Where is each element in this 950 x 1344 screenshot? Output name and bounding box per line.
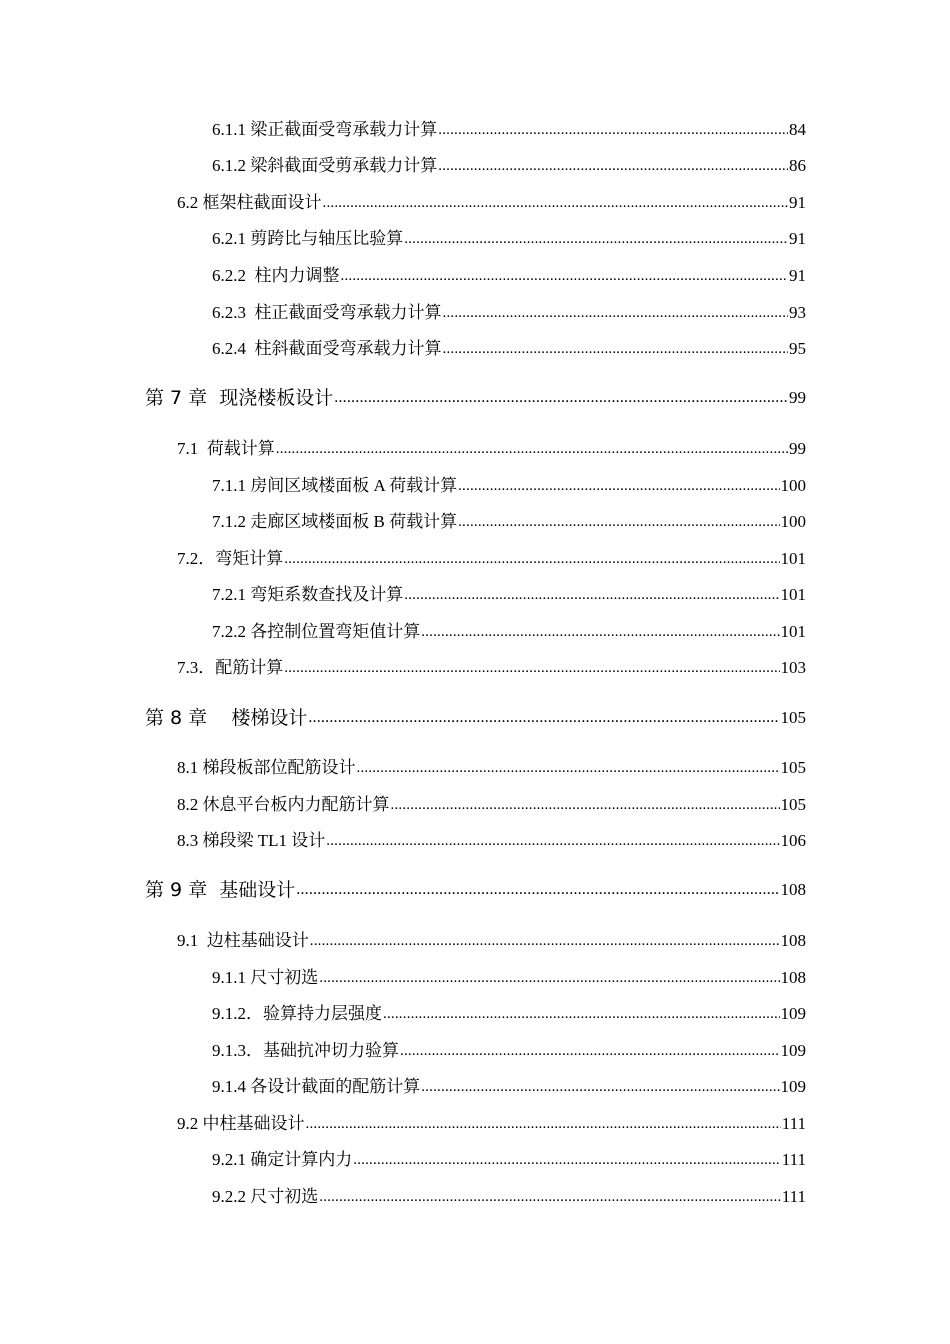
toc-entry-7-3[interactable] bbox=[177, 656, 806, 678]
toc-dot-leader bbox=[443, 341, 789, 357]
toc-page-number: 108 bbox=[780, 968, 806, 987]
toc-page-number: 101 bbox=[780, 622, 806, 641]
toc-chapter-8[interactable] bbox=[145, 705, 806, 729]
toc-page-number: 111 bbox=[781, 1114, 806, 1133]
toc-entry-title: 6.2.1 剪跨比与轴压比验算 bbox=[212, 229, 404, 248]
toc-page-number: 99 bbox=[789, 388, 806, 407]
toc-dot-leader bbox=[400, 1043, 780, 1059]
toc-chapter-title: 第 9 章 基础设计 bbox=[145, 879, 296, 901]
toc-page-number: 91 bbox=[789, 266, 806, 285]
toc-entry-9-2-1[interactable] bbox=[212, 1148, 806, 1170]
toc-page-number: 101 bbox=[780, 585, 806, 604]
toc-dot-leader bbox=[353, 1152, 781, 1168]
toc-entry-6-2-4[interactable] bbox=[212, 337, 806, 359]
toc-entry-title: 6.2.2 柱内力调整 bbox=[212, 266, 340, 285]
toc-entry-9-1[interactable] bbox=[177, 929, 806, 951]
toc-page-number: 86 bbox=[789, 156, 806, 175]
toc-dot-leader bbox=[284, 660, 779, 676]
toc-dot-leader bbox=[284, 551, 779, 567]
toc-dot-leader bbox=[310, 933, 780, 949]
toc-chapter-9[interactable] bbox=[145, 877, 806, 901]
toc-entry-title: 9.1.2．验算持力层强度 bbox=[212, 1004, 382, 1023]
toc-page-number: 105 bbox=[780, 708, 806, 727]
toc-entry-title: 6.1.2 梁斜截面受剪承载力计算 bbox=[212, 156, 438, 175]
toc-dot-leader bbox=[438, 122, 788, 138]
toc-entry-6-2[interactable] bbox=[177, 191, 806, 213]
toc-entry-title: 9.1.4 各设计截面的配筋计算 bbox=[212, 1077, 421, 1096]
toc-dot-leader bbox=[308, 710, 779, 726]
toc-entry-6-1-2[interactable] bbox=[212, 154, 806, 176]
toc-page-number: 109 bbox=[780, 1004, 806, 1023]
toc-entry-title: 7.1.1 房间区域楼面板 A 荷载计算 bbox=[212, 476, 458, 495]
toc-dot-leader bbox=[391, 797, 780, 813]
toc-page-number: 91 bbox=[789, 193, 806, 212]
toc-dot-leader bbox=[319, 1189, 781, 1205]
toc-dot-leader bbox=[334, 390, 788, 406]
toc-page-number: 105 bbox=[780, 758, 806, 777]
toc-entry-title: 9.2 中柱基础设计 bbox=[177, 1114, 305, 1133]
toc-entry-7-1-2[interactable] bbox=[212, 510, 806, 532]
toc-entry-6-2-2[interactable] bbox=[212, 264, 806, 286]
toc-entry-8-2[interactable] bbox=[177, 793, 806, 815]
toc-entry-title: 8.3 梯段梁 TL1 设计 bbox=[177, 831, 326, 850]
toc-entry-7-2-2[interactable] bbox=[212, 620, 806, 642]
toc-dot-leader bbox=[306, 1116, 781, 1132]
toc-page-number: 93 bbox=[789, 303, 806, 322]
toc-page-number: 105 bbox=[780, 795, 806, 814]
toc-dot-leader bbox=[383, 1006, 780, 1022]
toc-entry-6-1-1[interactable] bbox=[212, 118, 806, 140]
toc-entry-6-2-3[interactable] bbox=[212, 301, 806, 323]
toc-page-number: 108 bbox=[780, 880, 806, 899]
toc-page-number: 109 bbox=[780, 1077, 806, 1096]
toc-dot-leader bbox=[458, 478, 779, 494]
toc-dot-leader bbox=[443, 305, 789, 321]
toc-entry-title: 6.1.1 梁正截面受弯承载力计算 bbox=[212, 120, 438, 139]
toc-entry-9-2[interactable] bbox=[177, 1112, 806, 1134]
toc-page-number: 100 bbox=[780, 476, 806, 495]
toc-page-number: 103 bbox=[780, 658, 806, 677]
toc-dot-leader bbox=[404, 587, 779, 603]
toc-entry-title: 6.2.4 柱斜截面受弯承载力计算 bbox=[212, 339, 442, 358]
toc-dot-leader bbox=[276, 441, 788, 457]
toc-dot-leader bbox=[326, 833, 779, 849]
toc-dot-leader bbox=[421, 1079, 779, 1095]
toc-dot-leader bbox=[357, 760, 780, 776]
toc-entry-7-1[interactable] bbox=[177, 437, 806, 459]
toc-entry-title: 9.1.1 尺寸初选 bbox=[212, 968, 319, 987]
toc-entry-title: 7.1.2 走廊区域楼面板 B 荷载计算 bbox=[212, 512, 458, 531]
toc-entry-9-1-3[interactable] bbox=[212, 1039, 806, 1061]
toc-entry-title: 7.2.2 各控制位置弯矩值计算 bbox=[212, 622, 421, 641]
toc-entry-7-2-1[interactable] bbox=[212, 583, 806, 605]
toc-page-number: 106 bbox=[780, 831, 806, 850]
toc-entry-title: 7.3．配筋计算 bbox=[177, 658, 284, 677]
toc-page-number: 91 bbox=[789, 229, 806, 248]
toc-entry-title: 7.1 荷载计算 bbox=[177, 439, 275, 458]
toc-page-number: 108 bbox=[780, 931, 806, 950]
toc-dot-leader bbox=[341, 268, 789, 284]
toc-entry-9-1-4[interactable] bbox=[212, 1075, 806, 1097]
toc-page-number: 101 bbox=[780, 549, 806, 568]
toc-entry-8-3[interactable] bbox=[177, 829, 806, 851]
toc-page-number: 111 bbox=[781, 1150, 806, 1169]
toc-entry-9-1-1[interactable] bbox=[212, 966, 806, 988]
toc-dot-leader bbox=[458, 514, 779, 530]
toc-dot-leader bbox=[296, 882, 779, 898]
toc-dot-leader bbox=[319, 970, 779, 986]
toc-entry-title: 8.1 梯段板部位配筋设计 bbox=[177, 758, 356, 777]
toc-entry-title: 9.2.1 确定计算内力 bbox=[212, 1150, 353, 1169]
toc-entry-9-1-2[interactable] bbox=[212, 1002, 806, 1024]
toc-entry-title: 9.2.2 尺寸初选 bbox=[212, 1187, 319, 1206]
toc-page-number: 100 bbox=[780, 512, 806, 531]
toc-entry-title: 7.2．弯矩计算 bbox=[177, 549, 284, 568]
toc-dot-leader bbox=[438, 158, 788, 174]
toc-entry-title: 7.2.1 弯矩系数查找及计算 bbox=[212, 585, 404, 604]
toc-entry-8-1[interactable] bbox=[177, 756, 806, 778]
toc-entry-title: 9.1.3．基础抗冲切力验算 bbox=[212, 1041, 399, 1060]
toc-entry-title: 9.1 边柱基础设计 bbox=[177, 931, 309, 950]
toc-chapter-title: 第 8 章 楼梯设计 bbox=[145, 707, 308, 729]
toc-entry-title: 6.2 框架柱截面设计 bbox=[177, 193, 322, 212]
toc-dot-leader bbox=[323, 195, 789, 211]
toc-entry-title: 8.2 休息平台板内力配筋计算 bbox=[177, 795, 390, 814]
toc-entry-6-2-1[interactable] bbox=[212, 227, 806, 249]
toc-entry-7-2[interactable] bbox=[177, 547, 806, 569]
toc-page-number: 95 bbox=[789, 339, 806, 358]
toc-entry-7-1-1[interactable] bbox=[212, 474, 806, 496]
toc-dot-leader bbox=[421, 624, 779, 640]
toc-page-number: 84 bbox=[789, 120, 806, 139]
toc-page-number: 111 bbox=[781, 1187, 806, 1206]
toc-entry-title: 6.2.3 柱正截面受弯承载力计算 bbox=[212, 303, 442, 322]
toc-chapter-7[interactable] bbox=[145, 385, 806, 409]
toc-page-number: 99 bbox=[789, 439, 806, 458]
toc-chapter-title: 第 7 章 现浇楼板设计 bbox=[145, 387, 334, 409]
toc-entry-9-2-2[interactable] bbox=[212, 1185, 806, 1207]
toc-page-number: 109 bbox=[780, 1041, 806, 1060]
toc-dot-leader bbox=[404, 231, 788, 247]
